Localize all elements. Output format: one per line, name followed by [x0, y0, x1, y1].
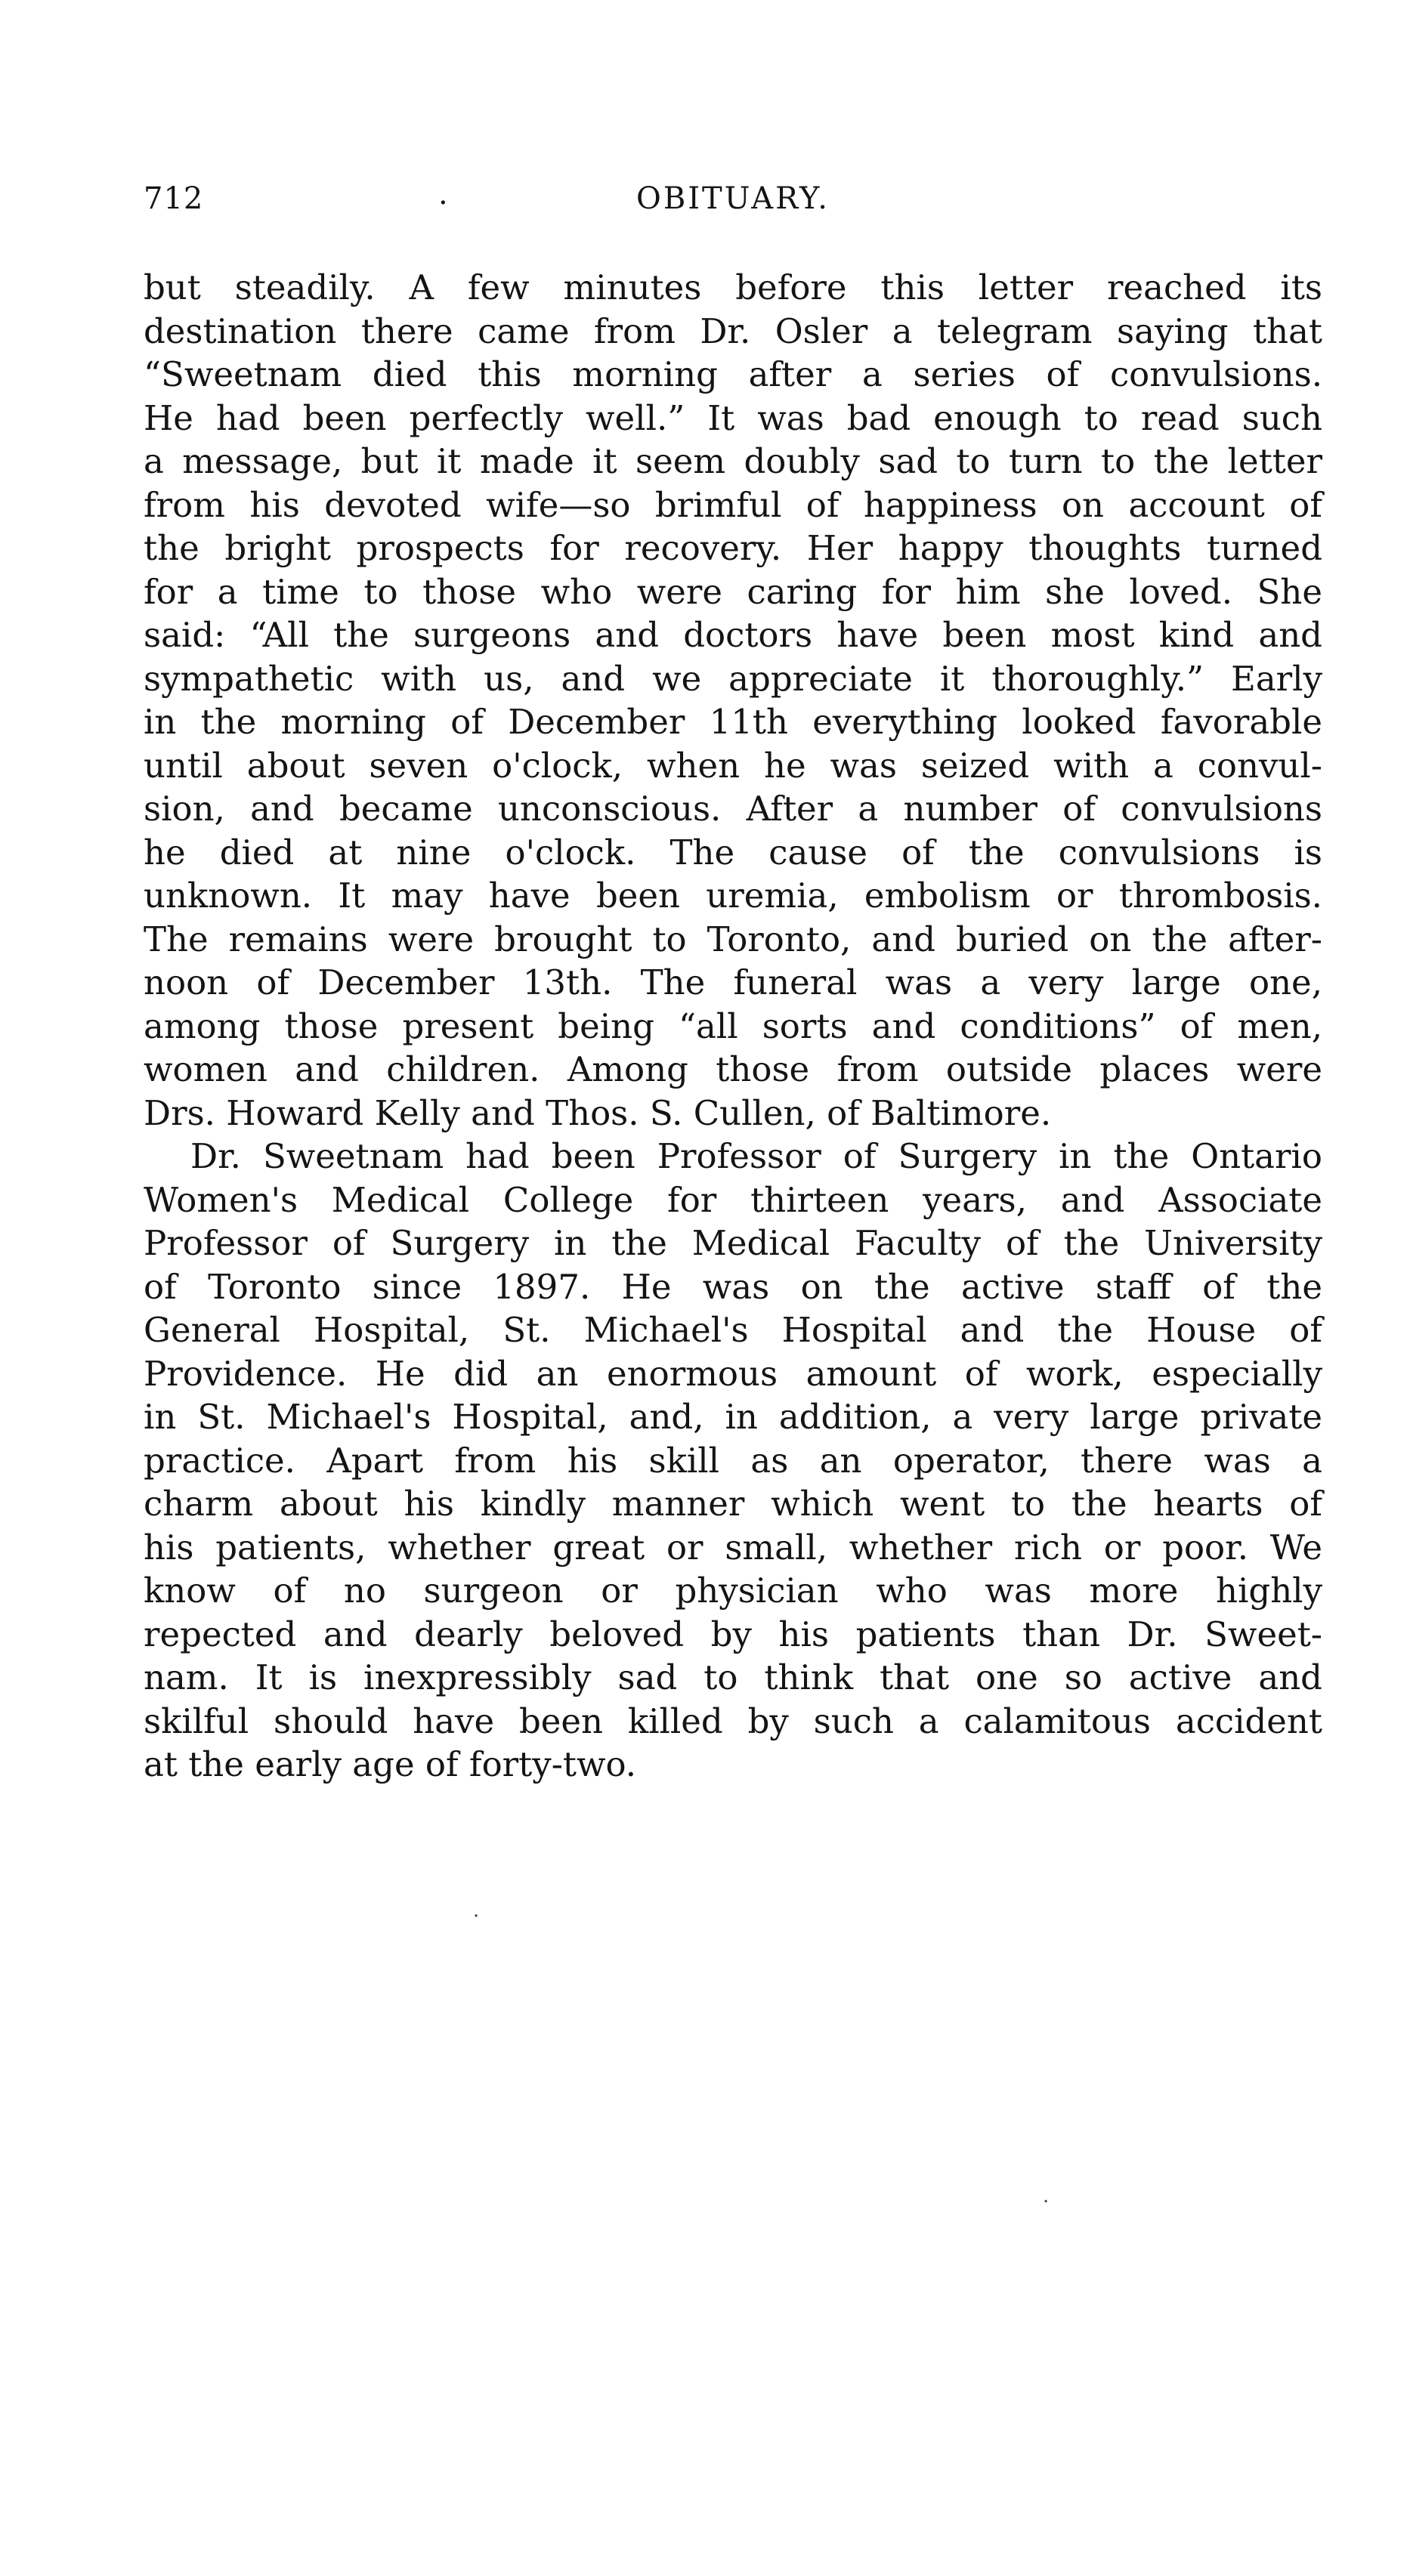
text-line: in St. Michael's Hospital, and, in addition, a very large private: [144, 1397, 1322, 1437]
text-line: know of no surgeon or physician who was more highly: [144, 1571, 1322, 1611]
text-line: women and children. Among those from outside places were: [144, 1049, 1322, 1089]
text-line: nam. It is inexpressibly sad to think that one so active and: [144, 1657, 1322, 1697]
text-line: Women's Medical College for thirteen years, and Associate: [144, 1179, 1322, 1220]
text-line: until about seven o'clock, when he was seized with a convul-: [144, 745, 1322, 786]
text-line: unknown. It may have been uremia, embolism or thrombosis.: [144, 876, 1322, 916]
scan-speck: ·: [1043, 2191, 1050, 2213]
text-line: of Toronto since 1897. He was on the active staff of the: [144, 1266, 1322, 1307]
header-separator-dot: .: [438, 177, 448, 212]
text-line: but steadily. A few minutes before this letter reached its: [144, 267, 1322, 307]
text-line: said: “All the surgeons and doctors have been most kind and: [144, 615, 1322, 655]
text-line: his patients, whether great or small, whether rich or poor. We: [144, 1527, 1322, 1568]
running-head: OBITUARY.: [636, 181, 830, 216]
text-line: repected and dearly beloved by his patients than Dr. Sweet-: [144, 1614, 1322, 1654]
text-line: from his devoted wife—so brimful of happiness on account of: [144, 484, 1322, 525]
paragraph-2: [144, 1135, 1322, 1787]
text-line: among those present being “all sorts and conditions” of men,: [144, 1005, 1322, 1046]
obituary-body: [144, 266, 1322, 1787]
text-line: he died at nine o'clock. The cause of the convulsions is: [144, 832, 1322, 873]
text-line: General Hospital, St. Michael's Hospital and the House of: [144, 1310, 1322, 1350]
text-line: Providence. He did an enormous amount of work, especially: [144, 1353, 1322, 1394]
text-line: He had been perfectly well.” It was bad enough to read such: [144, 397, 1322, 438]
text-line: for a time to those who were caring for him she loved. She: [144, 571, 1322, 612]
text-line: sympathetic with us, and we appreciate it thoroughly.” Early: [144, 658, 1322, 699]
paragraph-1: [144, 266, 1322, 1135]
text-line: sion, and became unconscious. After a number of convulsions: [144, 789, 1322, 829]
text-line: a message, but it made it seem doubly sad to turn to the letter: [144, 441, 1322, 481]
text-line: “Sweetnam died this morning after a series of convulsions.: [144, 354, 1322, 394]
text-line: Drs. Howard Kelly and Thos. S. Cullen, of Baltimore.: [144, 1092, 1052, 1133]
scan-speck: ·: [473, 1905, 480, 1928]
page-number: 712: [144, 181, 204, 216]
text-line: The remains were brought to Toronto, and buried on the after-: [144, 919, 1322, 959]
text-line: charm about his kindly manner which went to the hearts of: [144, 1484, 1322, 1524]
page-header: [144, 177, 1322, 227]
text-line: Dr. Sweetnam had been Professor of Surgery in the Ontario: [190, 1136, 1322, 1176]
text-line: destination there came from Dr. Osler a telegram saying that: [144, 310, 1322, 351]
text-line: skilful should have been killed by such a calamitous accident: [144, 1700, 1322, 1741]
text-line: noon of December 13th. The funeral was a very large one,: [144, 962, 1322, 1002]
text-line: at the early age of forty-two.: [144, 1744, 637, 1784]
text-line: in the morning of December 11th everything looked favorable: [144, 702, 1322, 742]
text-line: the bright prospects for recovery. Her happy thoughts turned: [144, 528, 1322, 568]
text-line: Professor of Surgery in the Medical Faculty of the University: [144, 1223, 1322, 1263]
text-line: practice. Apart from his skill as an operator, there was a: [144, 1440, 1322, 1481]
